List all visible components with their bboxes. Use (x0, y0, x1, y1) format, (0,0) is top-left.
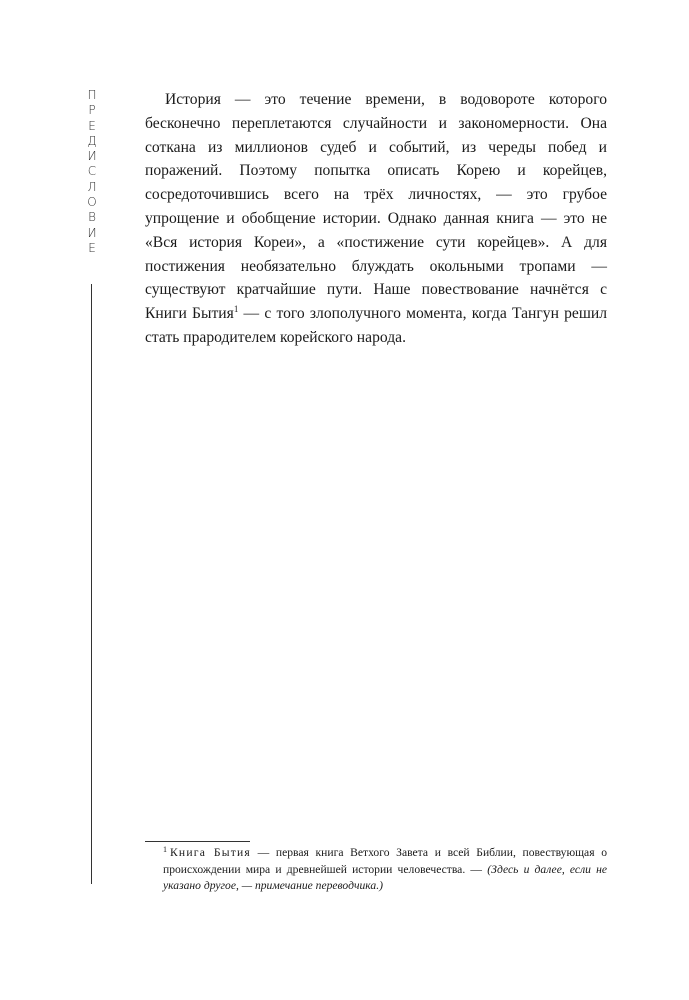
heading-letter: Р (88, 103, 96, 118)
heading-letter: Е (88, 118, 96, 133)
footnote-divider (145, 841, 250, 842)
main-text (145, 88, 607, 350)
heading-letter: И (87, 149, 97, 164)
heading-letter: О (87, 195, 97, 210)
heading-letter: В (88, 210, 96, 225)
paragraph-text-continued: — с того злополучного момента, когда Тангун решил стать прародителем корейского народа. (145, 305, 607, 346)
footnote-text: — первая книга Ветхого Завета и всей Библии, повествующая о происхождении мира и древнейшей истории человечества. — (163, 846, 607, 876)
heading-letter: Л (87, 179, 97, 194)
vertical-divider (91, 284, 92, 884)
footnote-term: Книга Бытия (170, 846, 251, 859)
paragraph (145, 88, 607, 350)
translator-note: (Здесь и далее, если не указано другое, — примечание переводчика.) (163, 862, 608, 892)
heading-letter: И (87, 225, 97, 240)
paragraph-text: История — это течение времени, в водовороте которого бесконечно переплетаются случайности и закономерности. Она соткана из миллионов судеб и событий, из череды побед и поражений. Поэтому попытка описать Корею и корейцев, сосредоточившись всего на трёх личностях, — это грубое упрощение и обобщение истории. Однако данная книга — это не «Вся история Кореи», а «постижение сути корейцев». А для постижения необязательно блуждать окольными тропами — существуют кратчайшие пути. Наше повествование начнётся с Книги Бытия (145, 91, 607, 323)
heading-letter: Д (87, 133, 97, 148)
footnote-reference: 1 (233, 304, 239, 315)
footnote (163, 845, 607, 895)
footnote-number: 1 (163, 845, 167, 854)
chapter-heading-vertical (84, 88, 100, 256)
heading-letter: П (87, 88, 97, 102)
heading-letter: Е (88, 240, 96, 255)
heading-letter: С (87, 164, 97, 179)
